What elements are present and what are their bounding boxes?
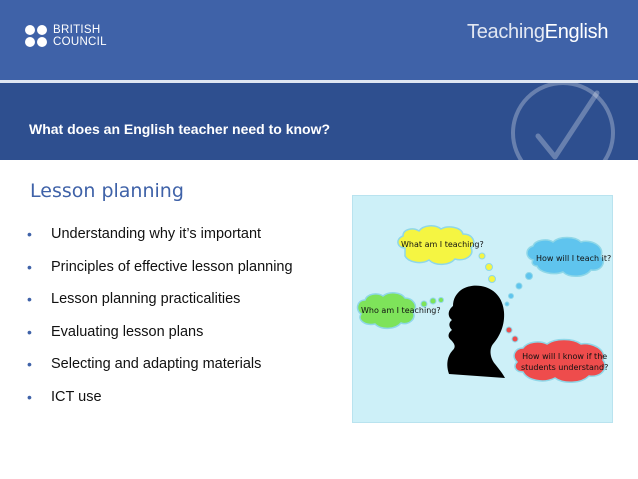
brand-light-text: Teaching: [467, 21, 545, 43]
bullet-dot-icon: •: [27, 356, 32, 372]
brand-bold-text: English: [544, 21, 609, 43]
british-council-logo: [25, 24, 125, 52]
teaching-english-logo: [467, 21, 608, 44]
bullet-dot-icon: •: [27, 226, 32, 242]
bullet-dot-icon: •: [27, 388, 32, 405]
head-silhouette-icon: [447, 286, 505, 378]
bubble-how-icon: [505, 238, 603, 307]
bullet-text: Evaluating lesson plans: [51, 323, 204, 340]
bullet-text: Lesson planning practicalities: [51, 291, 241, 307]
bullet-dot-icon: •: [27, 258, 32, 275]
slide-title: What does an English teacher need to know?: [29, 121, 331, 137]
thinking-head-illustration: [352, 195, 613, 423]
bullet-text: Understanding why it’s important: [51, 226, 262, 242]
bubble-how-text: How will I teach it?: [536, 254, 612, 263]
bubble-know-line2: students understand?: [521, 363, 609, 372]
checkmark-icon: [505, 83, 617, 160]
bullet-text: ICT use: [51, 388, 102, 405]
british-council-dots-icon: [25, 24, 49, 48]
section-heading: Lesson planning: [30, 180, 184, 202]
british-council-wordmark: [53, 24, 107, 48]
bubble-who-text: Who am I teaching?: [361, 306, 441, 315]
british-council-line1: BRITISH: [53, 24, 101, 36]
bubble-know-line1: How will I know if the: [522, 352, 608, 361]
bullet-text: Principles of effective lesson planning: [51, 258, 293, 275]
bubble-what-icon: [398, 226, 496, 283]
bullet-dot-icon: •: [27, 291, 32, 307]
bubble-what-text: What am I teaching?: [401, 240, 484, 249]
british-council-line2: COUNCIL: [53, 36, 107, 48]
bullet-dot-icon: •: [27, 323, 32, 340]
bullet-text: Selecting and adapting materials: [51, 356, 262, 372]
bubble-know-text: [521, 351, 608, 373]
